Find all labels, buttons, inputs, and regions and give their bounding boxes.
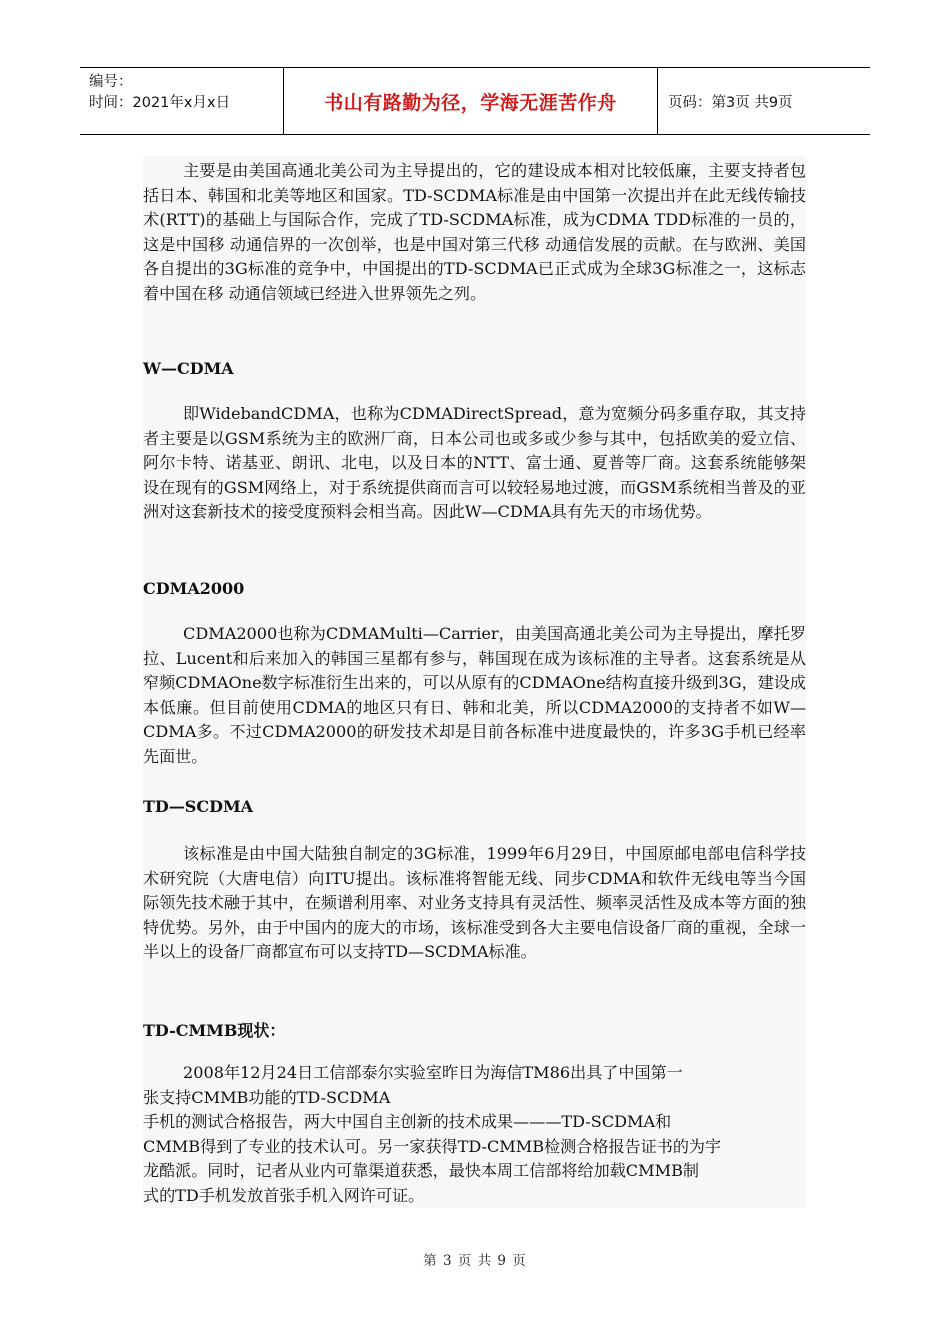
paragraph-tdcmmb <box>143 1061 806 1208</box>
document-number-label: 编号： <box>89 74 133 90</box>
paragraph-line: 手机的测试合格报告，两大中国自主创新的技术成果———TD-SCDMA和 <box>143 1112 672 1131</box>
document-body <box>143 156 806 1208</box>
paragraph-line: 式的TD手机发放首张手机入网许可证。 <box>143 1185 425 1205</box>
paragraph-intro: 主要是由美国高通北美公司为主导提出的，它的建设成本相对比较低廉，主要支持者包括日本、韩国和北美等地区和国家。TD-SCDMA标准是由中国第一次提出并在此无线传输技术(RTT)的基础上与国际合作，完成了TD-SCDMA标准，成为CDMA TDD标准的一员的，这是中国移 动通信界的一次创举，也是中国对第三代移 动通信发展的贡献。在与欧洲、美国各自提出的3G标准的竞争中，中国提出的TD-SCDMA已正式成为全球3G标准之一，这标志着中国在移 动通信领域已经进入世界领先之列。 <box>143 161 806 303</box>
header-motto: 书山有路勤为径，学海无涯苦作舟 <box>284 68 658 134</box>
paragraph-line: 龙酷派。同时，记者从业内可靠渠道获悉，最快本周工信部将给加载CMMB制 <box>143 1161 700 1180</box>
section-heading-cdma2000: CDMA2000 <box>143 579 245 598</box>
page-footer: 第 3 页 共 9 页 <box>423 1253 527 1269</box>
page-header <box>80 67 870 135</box>
paragraph-line: CMMB得到了专业的技术认可。另一家获得TD-CMMB检测合格报告证书的为宇 <box>143 1136 722 1156</box>
paragraph-tdscdma: 该标准是由中国大陆独自制定的3G标准，1999年6月29日，中国原邮电部电信科学技术研究院（大唐电信）向ITU提出。该标准将智能无线、同步CDMA和软件无线电等当今国际领先技术融于其中，在频谱利用率、对业务支持具有灵活性、频率灵活性及成本等方面的独特优势。另外，由于中国内的庞大的市场，该标准受到各大主要电信设备厂商的重视，全球一半以上的设备厂商都宣布可以支持TD—SCDMA标准。 <box>143 844 806 961</box>
paragraph-cdma2000: CDMA2000也称为CDMAMulti—Carrier，由美国高通北美公司为主导提出，摩托罗拉、Lucent和后来加入的韩国三星都有参与，韩国现在成为该标准的主导者。这套系统是从窄频CDMAOne数字标准衍生出来的，可以从原有的CDMAOne结构直接升级到3G，建设成本低廉。但目前使用CDMA的地区只有日、韩和北美，所以CDMA2000的支持者不如W—CDMA多。不过CDMA2000的研发技术却是目前各标准中进度最快的，许多3G手机已经率先面世。 <box>143 624 806 766</box>
section-heading-tdscdma: TD—SCDMA <box>143 797 254 816</box>
document-time-label: 时间：2021年x月x日 <box>89 95 231 111</box>
section-heading-wcdma: W—CDMA <box>143 359 234 378</box>
paragraph-line: 2008年12月24日工信部泰尔实验室昨日为海信TM86出具了中国第一 <box>183 1063 683 1082</box>
paragraph-line: 张支持CMMB功能的TD-SCDMA <box>143 1087 391 1107</box>
header-page-info: 页码：第3页 共9页 <box>668 94 793 111</box>
header-meta <box>80 68 284 134</box>
paragraph-wcdma: 即WidebandCDMA，也称为CDMADirectSpread，意为宽频分码多重存取，其支持者主要是以GSM系统为主的欧洲厂商，日本公司也或多或少参与其中，包括欧美的爱立信、阿尔卡特、诺基亚、朗讯、北电，以及日本的NTT、富士通、夏普等厂商。这套系统能够架设在现有的GSM网络上，对于系统提供商而言可以较轻易地过渡，而GSM系统相当普及的亚洲对这套新技术的接受度预料会相当高。因此W—CDMA具有先天的市场优势。 <box>143 404 806 521</box>
section-heading-tdcmmb: TD-CMMB现状： <box>143 1021 286 1040</box>
